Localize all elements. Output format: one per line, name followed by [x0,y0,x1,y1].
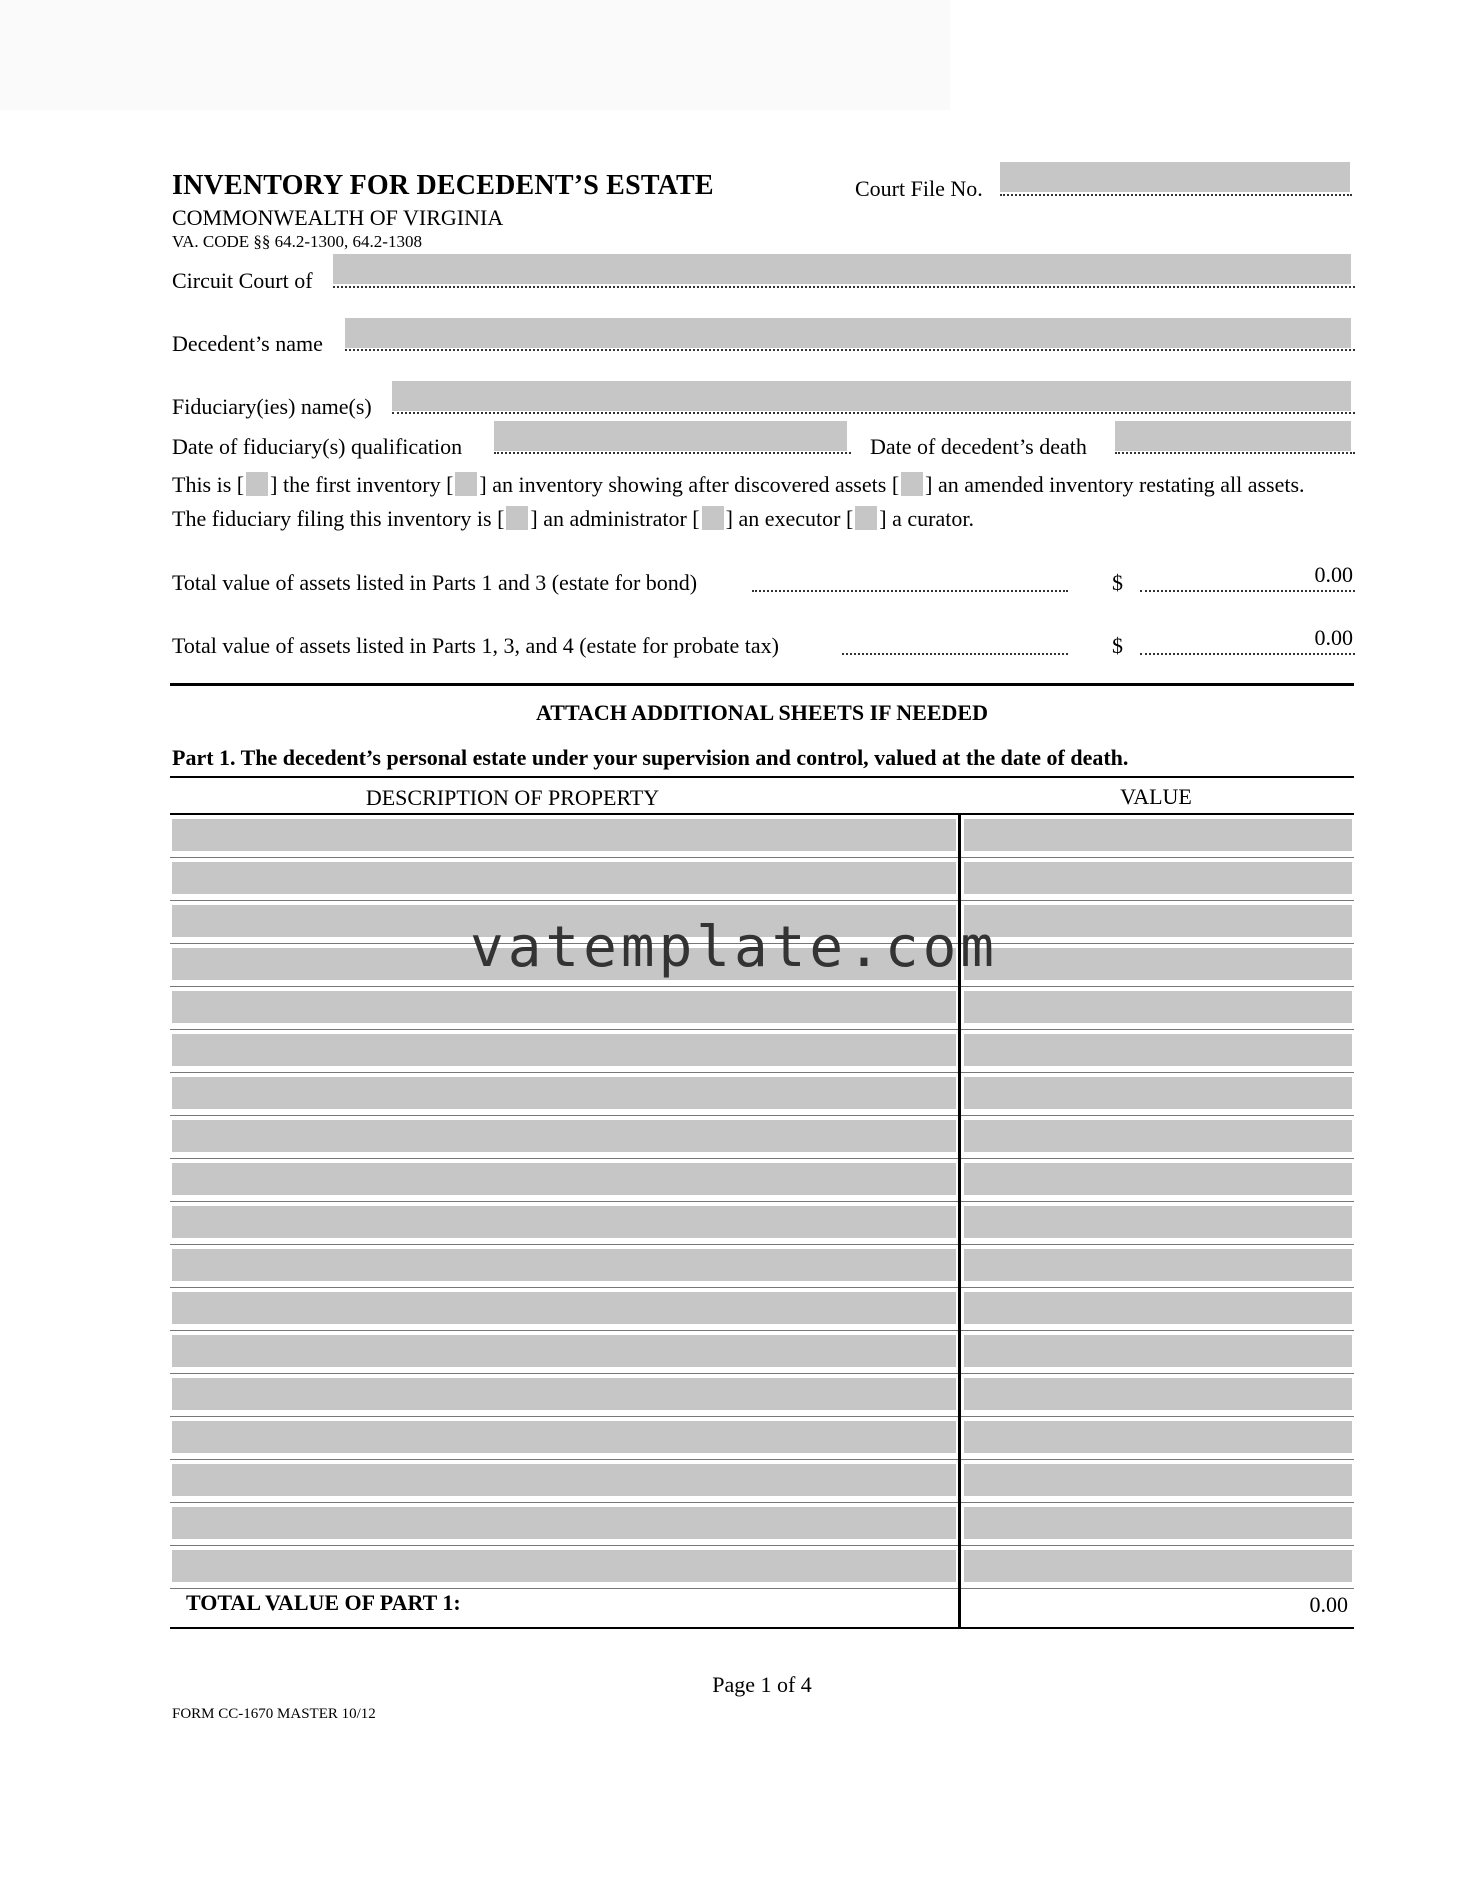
description-cell[interactable] [172,862,956,894]
decedent-name-dots [345,349,1355,351]
bond-total-value[interactable]: 0.00 [1314,562,1353,587]
table-row [170,1030,1354,1073]
value-cell[interactable] [964,1163,1352,1195]
page-number: Page 1 of 4 [712,1672,812,1697]
value-cell[interactable] [964,991,1352,1023]
amended-inventory-label: an amended inventory restating all assets. [937,472,1305,497]
probate-value-dots [1140,653,1355,655]
court-file-label: Court File No. [855,176,983,201]
table-row [170,1374,1354,1417]
description-cell[interactable] [172,819,956,851]
value-cell[interactable] [964,948,1352,980]
description-cell[interactable] [172,1163,956,1195]
fiduciary-name-label: Fiduciary(ies) name(s) [172,394,372,419]
first-inventory-label: the first inventory [282,472,441,497]
description-cell[interactable] [172,1292,956,1324]
circuit-court-label: Circuit Court of [172,268,313,293]
description-cell[interactable] [172,1077,956,1109]
description-cell[interactable] [172,1249,956,1281]
table-row [170,1417,1354,1460]
curator-checkbox[interactable] [855,506,877,530]
value-cell[interactable] [964,1464,1352,1496]
value-cell[interactable] [964,819,1352,851]
value-cell[interactable] [964,1077,1352,1109]
administrator-checkbox[interactable] [506,506,528,530]
circuit-court-dots [333,286,1355,288]
value-cell[interactable] [964,1550,1352,1582]
after-discovered-label: an inventory showing after discovered assets [492,472,887,497]
attach-note: ATTACH ADDITIONAL SHEETS IF NEEDED [536,700,988,725]
inventory-type-prefix: This is [172,472,232,497]
decedent-name-label: Decedent’s name [172,331,323,356]
table-row [170,987,1354,1030]
bond-currency: $ [1112,570,1123,595]
description-cell[interactable] [172,1335,956,1367]
description-cell[interactable] [172,1378,956,1410]
probate-currency: $ [1112,633,1123,658]
table-row [170,1116,1354,1159]
table-bottom-rule [170,1627,1354,1629]
value-cell[interactable] [964,1292,1352,1324]
value-cell[interactable] [964,862,1352,894]
administrator-label: an administrator [543,506,687,531]
table-row [170,1245,1354,1288]
form-id: FORM CC-1670 MASTER 10/12 [172,1706,376,1722]
section-divider [170,683,1354,686]
value-cell[interactable] [964,1249,1352,1281]
description-cell[interactable] [172,1507,956,1539]
table-row [170,1159,1354,1202]
death-date-field[interactable] [1115,421,1351,451]
form-title: INVENTORY FOR DECEDENT’S ESTATE [172,170,714,201]
top-band [0,0,950,110]
court-file-dots [1000,194,1352,196]
value-cell[interactable] [964,1206,1352,1238]
description-cell[interactable] [172,1550,956,1582]
qualification-date-field[interactable] [494,421,847,451]
executor-label: an executor [738,506,841,531]
curator-label: a curator. [892,506,974,531]
fiduciary-name-field[interactable] [392,381,1351,411]
table-row [170,1503,1354,1546]
table-row [170,858,1354,901]
value-cell[interactable] [964,1335,1352,1367]
bond-leader-dots [752,590,1068,592]
amended-inventory-checkbox[interactable] [901,472,923,496]
executor-checkbox[interactable] [702,506,724,530]
description-cell[interactable] [172,1120,956,1152]
table-row [170,1331,1354,1374]
death-date-label: Date of decedent’s death [870,434,1087,459]
decedent-name-field[interactable] [345,318,1351,348]
description-column-header: DESCRIPTION OF PROPERTY [365,785,660,810]
value-cell[interactable] [964,1034,1352,1066]
qualification-date-label: Date of fiduciary(s) qualification [172,434,463,459]
value-cell[interactable] [964,1378,1352,1410]
probate-total-value[interactable]: 0.00 [1314,625,1353,650]
first-inventory-checkbox[interactable] [246,472,268,496]
fiduciary-type-line: The fiduciary filing this inventory is [ ] an administrator [ ] an executor [ ] a curator. [172,506,974,531]
bond-total-label: Total value of assets listed in Parts 1 and 3 (estate for bond) [172,570,698,595]
fiduciary-type-prefix: The fiduciary filing this inventory is [172,506,492,531]
value-cell[interactable] [964,1120,1352,1152]
value-column-header: VALUE [1120,784,1192,809]
description-cell[interactable] [172,991,956,1023]
watermark: vatemplate.com [470,915,999,980]
description-cell[interactable] [172,1421,956,1453]
death-date-dots [1115,452,1355,454]
table-row [170,1202,1354,1245]
table-row [170,1288,1354,1331]
description-cell[interactable] [172,1034,956,1066]
part1-total-value[interactable]: 0.00 [1309,1592,1348,1617]
part1-total-label: TOTAL VALUE OF PART 1: [186,1590,461,1615]
inventory-type-line: This is [ ] the first inventory [ ] an inventory showing after discovered assets [ ] an amended inventory restating all assets. [172,472,1305,497]
description-cell[interactable] [172,1464,956,1496]
part1-heading-rule [170,776,1354,778]
row-rule [170,1588,1354,1589]
table-row [170,1546,1354,1589]
value-cell[interactable] [964,1421,1352,1453]
table-row [170,1073,1354,1116]
part1-heading: Part 1. The decedent’s personal estate under your supervision and control, valued at the date of death. [172,745,1129,770]
after-discovered-checkbox[interactable] [455,472,477,496]
table-row [170,1460,1354,1503]
va-code-label: VA. CODE §§ 64.2-1300, 64.2-1308 [172,232,422,251]
qualification-date-dots [494,452,851,454]
probate-total-label: Total value of assets listed in Parts 1, 3, and 4 (estate for probate tax) [172,633,779,658]
court-file-field[interactable] [1000,162,1350,192]
commonwealth-label: COMMONWEALTH OF VIRGINIA [172,205,504,230]
table-row [170,815,1354,858]
circuit-court-field[interactable] [333,254,1351,284]
probate-leader-dots [842,653,1068,655]
value-cell[interactable] [964,905,1352,937]
description-cell[interactable] [172,1206,956,1238]
fiduciary-name-dots [392,412,1355,414]
value-cell[interactable] [964,1507,1352,1539]
bond-value-dots [1140,590,1355,592]
